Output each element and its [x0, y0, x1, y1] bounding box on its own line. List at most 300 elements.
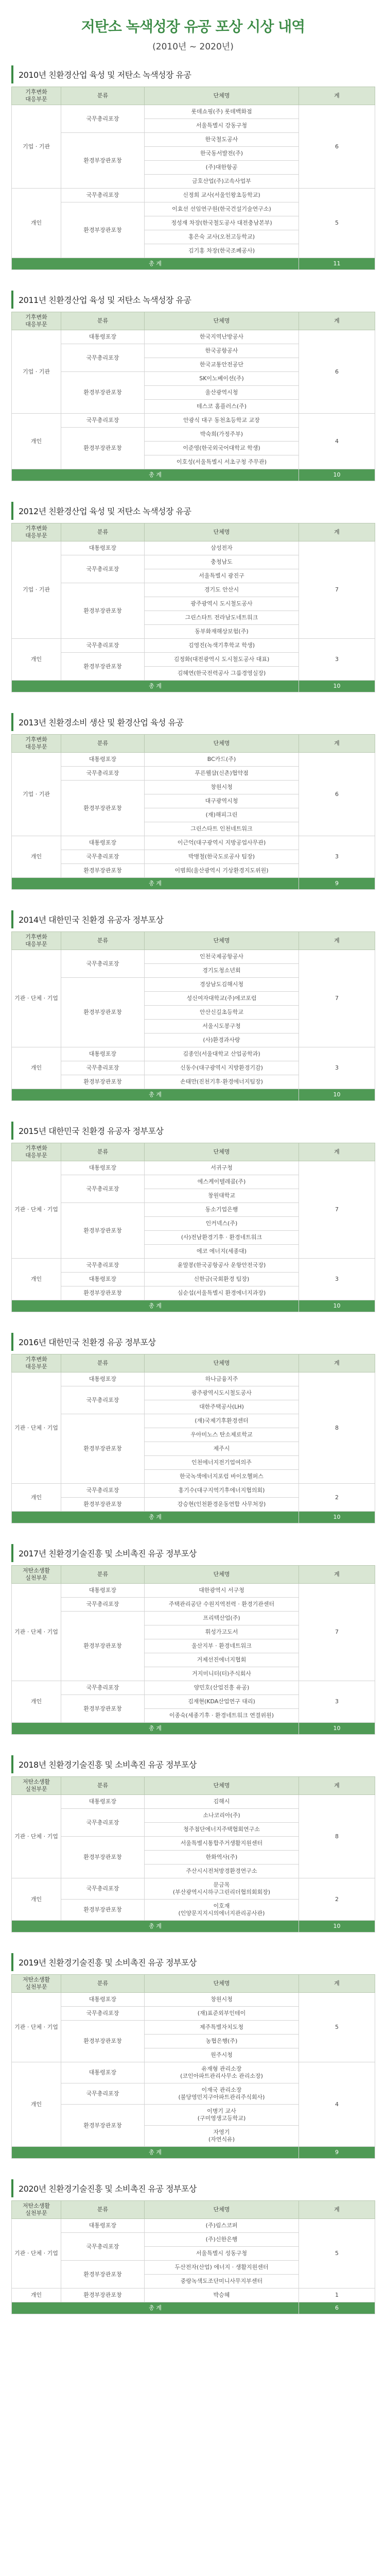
count-column-header: 계 — [299, 1566, 375, 1584]
entity-cell: 이준영(한국외국어대학교 학생) — [145, 442, 299, 455]
total-row — [12, 258, 375, 270]
table-row — [12, 1047, 375, 1061]
award-column-header: 분류 — [61, 1354, 145, 1372]
category-cell: 기관 · 단체 · 기업 — [12, 1584, 61, 1681]
award-cell: 환경부장관포창 — [61, 202, 145, 258]
award-cell: 국무총리포장 — [61, 414, 145, 428]
entity-cell: 안산신길초등학교 — [145, 1006, 299, 1020]
table-row — [12, 189, 375, 202]
entity-cell: 하나금융지주 — [145, 1372, 299, 1386]
entity-cell: 박승혜 — [145, 2289, 299, 2302]
category-column-header: 기후변화 대응부문 — [12, 312, 61, 330]
entity-cell: (주)대한항공 — [145, 161, 299, 175]
award-table — [11, 312, 375, 481]
category-cell: 기업 · 기관 — [12, 541, 61, 639]
section-title: 2014년 대한민국 친환경 유공자 정부포상 — [11, 910, 375, 928]
award-cell: 환경부장관포창 — [61, 1837, 145, 1878]
table-row — [12, 1584, 375, 1598]
award-column-header: 분류 — [61, 1777, 145, 1795]
entity-cell: 한국철도공사 — [145, 133, 299, 147]
award-cell: 환경부장관포창 — [61, 1286, 145, 1300]
award-cell: 국무총리포장 — [61, 344, 145, 372]
table-row — [12, 2289, 375, 2302]
entity-cell: 김해시 — [145, 1795, 299, 1809]
entity-cell: 휘성가고도서 — [145, 1625, 299, 1639]
total-value: 10 — [299, 1089, 375, 1101]
total-label: 총 계 — [12, 1921, 299, 1933]
category-cell: 기업 · 기관 — [12, 330, 61, 414]
award-cell: 대통령포장 — [61, 1273, 145, 1286]
award-cell: 대통령포장 — [61, 753, 145, 767]
entity-cell: 거제선진에너지협회 — [145, 1653, 299, 1667]
total-value: 10 — [299, 681, 375, 692]
table-header-row — [12, 1975, 375, 1993]
award-table — [11, 1565, 375, 1735]
award-column-header: 분류 — [61, 1143, 145, 1161]
entity-cell: (주)림스코퍼 — [145, 2219, 299, 2233]
award-cell: 국무총리포장 — [61, 1175, 145, 1203]
category-column-header: 기후변화 대응부문 — [12, 523, 61, 541]
table-row — [12, 639, 375, 653]
award-cell: 국무총리포장 — [61, 850, 145, 864]
award-cell: 환경부장관포창 — [61, 978, 145, 1047]
group-count-cell: 3 — [299, 639, 375, 681]
table-header-row — [12, 932, 375, 950]
count-column-header: 계 — [299, 735, 375, 753]
category-column-header: 저탄소생활 실천부문 — [12, 1566, 61, 1584]
entity-column-header: 단체명 — [145, 1777, 299, 1795]
entity-cell: 중랑녹색도조단미니사무지부센터 — [145, 2275, 299, 2289]
group-count-cell: 7 — [299, 950, 375, 1047]
total-value: 10 — [299, 469, 375, 481]
award-table — [11, 1776, 375, 1933]
award-cell: 대통령포장 — [61, 541, 145, 555]
award-cell: 환경부장관포창 — [61, 864, 145, 878]
entity-column-header: 단체명 — [145, 2201, 299, 2219]
entity-cell: BC카드(주) — [145, 753, 299, 767]
category-cell: 기관 · 단체 · 기업 — [12, 950, 61, 1047]
group-count-cell: 7 — [299, 1584, 375, 1681]
award-cell: 대통령포장 — [61, 836, 145, 850]
award-section — [11, 1544, 375, 1735]
award-section — [11, 1755, 375, 1933]
table-row — [12, 330, 375, 344]
section-title: 2017년 친환경기술진흥 및 소비촉진 유공 정부포상 — [11, 1544, 375, 1562]
entity-cell: 그린스타트 전라남도네트워크 — [145, 611, 299, 625]
entity-cell: 김기홍 차장(한국조폐공사) — [145, 244, 299, 258]
entity-cell: 에코 에너지(세종대) — [145, 1245, 299, 1259]
award-sections — [0, 65, 386, 2314]
total-row — [12, 2302, 375, 2314]
award-cell: 환경부장관포창 — [61, 1414, 145, 1484]
category-cell: 개인 — [12, 1259, 61, 1300]
total-label: 총 계 — [12, 1089, 299, 1101]
category-cell: 개인 — [12, 836, 61, 878]
entity-column-header: 단체명 — [145, 312, 299, 330]
count-column-header: 계 — [299, 1777, 375, 1795]
award-cell: 대통령포장 — [61, 1161, 145, 1175]
total-label: 총 계 — [12, 1300, 299, 1312]
category-column-header: 저탄소생활 실천부문 — [12, 1975, 61, 1993]
entity-cell: 경기도청소년회 — [145, 964, 299, 978]
entity-cell: 우아미노스 탄소제로학교 — [145, 1428, 299, 1442]
award-column-header: 분류 — [61, 523, 145, 541]
category-column-header: 기후변화 대응부문 — [12, 1354, 61, 1372]
group-count-cell: 5 — [299, 189, 375, 258]
award-cell: 국무총리포장 — [61, 1061, 145, 1075]
entity-cell: 서울특별시 광진구 — [145, 569, 299, 583]
table-header-row — [12, 2201, 375, 2219]
entity-cell: 심순섭(서울특별시 환경에너지과장) — [145, 1286, 299, 1300]
award-cell: 환경부장관포창 — [61, 1203, 145, 1259]
group-count-cell: 3 — [299, 1047, 375, 1089]
award-table — [11, 523, 375, 692]
award-cell: 환경부장관포창 — [61, 2105, 145, 2147]
entity-cell: 강승현(인천환경운동연합 사무처장) — [145, 1498, 299, 1512]
entity-column-header: 단체명 — [145, 932, 299, 950]
section-title: 2019년 친환경기술진흥 및 소비촉진 유공 정부포상 — [11, 1953, 375, 1971]
entity-column-header: 단체명 — [145, 87, 299, 105]
table-row — [12, 1795, 375, 1809]
total-row — [12, 1512, 375, 1523]
entity-cell: 서울특별시통합주거생활지원센터 — [145, 1837, 299, 1851]
entity-cell: 한국동서발전(주) — [145, 147, 299, 161]
category-column-header: 기후변화 대응부문 — [12, 735, 61, 753]
category-cell: 개인 — [12, 1484, 61, 1512]
entity-cell: 청주첨단에너지주택협회연구소 — [145, 1823, 299, 1837]
award-cell: 국무총리포장 — [61, 1259, 145, 1273]
category-cell: 개인 — [12, 1047, 61, 1089]
entity-cell: 이호성(서울특별시 서초구청 주무관) — [145, 455, 299, 469]
entity-cell: 제주특별자치도청 — [145, 2021, 299, 2035]
entity-cell: 서귀구청 — [145, 1161, 299, 1175]
total-value: 9 — [299, 2147, 375, 2159]
total-value: 11 — [299, 258, 375, 270]
total-label: 총 계 — [12, 681, 299, 692]
table-row — [12, 1878, 375, 1900]
category-cell: 개인 — [12, 639, 61, 681]
count-column-header: 계 — [299, 1143, 375, 1161]
entity-cell: 이재국 관리소장 (불당영민지구아파트관리주식회사) — [145, 2083, 299, 2105]
award-cell: 환경부장관포창 — [61, 1695, 145, 1723]
group-count-cell: 6 — [299, 753, 375, 836]
entity-cell: 동부화재해상보험(주) — [145, 625, 299, 639]
table-row — [12, 1484, 375, 1498]
category-cell: 개인 — [12, 189, 61, 258]
award-cell: 대통령포장 — [61, 1795, 145, 1809]
award-cell: 국무총리포장 — [61, 1386, 145, 1414]
award-table — [11, 87, 375, 270]
total-label: 총 계 — [12, 469, 299, 481]
award-cell: 대통령포장 — [61, 1993, 145, 2007]
award-cell: 대통령포장 — [61, 2219, 145, 2233]
award-cell: 환경부장관포창 — [61, 1075, 145, 1089]
count-column-header: 계 — [299, 87, 375, 105]
award-column-header: 분류 — [61, 1566, 145, 1584]
entity-cell: 에스케이텔레콤(주) — [145, 1175, 299, 1189]
table-row — [12, 414, 375, 428]
entity-cell: (재)표준외부인테이 — [145, 2007, 299, 2021]
award-cell: 대통령포장 — [61, 1047, 145, 1061]
entity-cell: 서울특별시 성동구청 — [145, 2247, 299, 2261]
entity-cell: 울산광역시청 — [145, 386, 299, 400]
count-column-header: 계 — [299, 523, 375, 541]
award-cell: 국무총리포장 — [61, 2083, 145, 2105]
entity-cell: 창원시청 — [145, 781, 299, 794]
entity-cell: 이근억(대구광역시 지방공업사무관) — [145, 836, 299, 850]
entity-cell: 자영기 (자연식유) — [145, 2126, 299, 2147]
award-cell: 국무총리포장 — [61, 1484, 145, 1498]
entity-column-header: 단체명 — [145, 735, 299, 753]
category-cell: 개인 — [12, 1681, 61, 1723]
entity-cell: 삼성전자 — [145, 541, 299, 555]
award-cell: 국무총리포장 — [61, 639, 145, 653]
group-count-cell: 4 — [299, 2062, 375, 2147]
entity-cell: 울산지부 · 환경네트워크 — [145, 1639, 299, 1653]
entity-cell: 김정화(대전광역시 도시철도공사 대표) — [145, 653, 299, 667]
entity-cell: 경기도 안산시 — [145, 583, 299, 597]
entity-cell: 한국지역난방공사 — [145, 330, 299, 344]
entity-cell: 동소기업은행 — [145, 1203, 299, 1217]
entity-cell: (재)해피그린 — [145, 808, 299, 822]
page-header — [0, 15, 386, 52]
entity-cell: 정성재 차장(한국철도공사 대전충남본부) — [145, 216, 299, 230]
award-section — [11, 1122, 375, 1312]
count-column-header: 계 — [299, 312, 375, 330]
total-row — [12, 1723, 375, 1735]
table-row — [12, 1372, 375, 1386]
entity-cell: 이병기 교사 (구미영생고등학교) — [145, 2105, 299, 2126]
entity-cell: 한국녹색에너지포럼 바이오헬퍼스 — [145, 1470, 299, 1484]
award-cell: 환경부장관포창 — [61, 1612, 145, 1681]
award-table — [11, 1143, 375, 1312]
entity-cell: 농협은행(주) — [145, 2035, 299, 2048]
total-value: 6 — [299, 2302, 375, 2314]
category-column-header: 기후변화 대응부문 — [12, 932, 61, 950]
entity-cell: 푸른웰샵(신촌)협약점 — [145, 767, 299, 781]
category-cell: 개인 — [12, 2062, 61, 2147]
group-count-cell: 6 — [299, 330, 375, 414]
table-header-row — [12, 87, 375, 105]
award-column-header: 분류 — [61, 1975, 145, 1993]
entity-cell: 원주시청 — [145, 2048, 299, 2062]
section-title: 2010년 친환경산업 육성 및 저탄소 녹색성장 유공 — [11, 65, 375, 83]
table-row — [12, 836, 375, 850]
section-title: 2016년 대한민국 친환경 유공 정부포상 — [11, 1333, 375, 1351]
section-title: 2018년 친환경기술진흥 및 소비촉진 유공 정부포상 — [11, 1755, 375, 1773]
table-row — [12, 1993, 375, 2007]
entity-cell: 신정희 교사(서울인왕초등학교) — [145, 189, 299, 202]
award-section — [11, 2179, 375, 2314]
group-count-cell: 2 — [299, 1878, 375, 1921]
award-cell: 환경부장관포창 — [61, 653, 145, 681]
entity-cell: 충청남도 — [145, 555, 299, 569]
award-cell: 국무총리포장 — [61, 950, 145, 978]
award-cell: 국무총리포장 — [61, 189, 145, 202]
entity-cell: 한화역사(주) — [145, 1851, 299, 1865]
award-column-header: 분류 — [61, 932, 145, 950]
total-label: 총 계 — [12, 2302, 299, 2314]
table-row — [12, 1161, 375, 1175]
award-cell: 환경부장관포창 — [61, 133, 145, 189]
award-cell: 국무총리포장 — [61, 1681, 145, 1695]
award-section — [11, 910, 375, 1101]
award-section — [11, 1333, 375, 1523]
category-cell: 기관 · 단체 · 기업 — [12, 1795, 61, 1878]
entity-cell: 대한주택공사(LH) — [145, 1400, 299, 1414]
award-section — [11, 65, 375, 270]
table-row — [12, 541, 375, 555]
award-table — [11, 931, 375, 1101]
group-count-cell: 8 — [299, 1372, 375, 1484]
entity-cell: 인천국제공항공사 — [145, 950, 299, 964]
award-cell: 환경부장관포창 — [61, 372, 145, 414]
category-cell: 개인 — [12, 1878, 61, 1921]
entity-cell: 신동수(대구광역시 지방환경기감) — [145, 1061, 299, 1075]
group-count-cell: 8 — [299, 1795, 375, 1878]
entity-cell: 프리텍산업(주) — [145, 1612, 299, 1625]
group-count-cell: 7 — [299, 541, 375, 639]
total-value: 10 — [299, 1512, 375, 1523]
total-row — [12, 681, 375, 692]
award-cell: 환경부장관포창 — [61, 1498, 145, 1512]
award-cell: 국무총리포장 — [61, 1809, 145, 1837]
table-row — [12, 2219, 375, 2233]
table-header-row — [12, 1777, 375, 1795]
category-cell: 기관 · 단체 · 기업 — [12, 1372, 61, 1484]
award-cell: 환경부장관포창 — [61, 781, 145, 836]
award-cell: 국무총리포장 — [61, 105, 145, 133]
entity-cell: 서울시도봉구청 — [145, 1020, 299, 1033]
entity-cell: 김재현(KDA산업연구 대리) — [145, 1695, 299, 1709]
entity-cell: 그린스타트 인천네트워크 — [145, 822, 299, 836]
category-cell: 기관 · 단체 · 기업 — [12, 1993, 61, 2062]
group-count-cell: 3 — [299, 1259, 375, 1300]
total-label: 총 계 — [12, 258, 299, 270]
table-row — [12, 950, 375, 964]
entity-cell: 대구광역시청 — [145, 794, 299, 808]
group-count-cell: 1 — [299, 2289, 375, 2302]
category-cell: 개인 — [12, 414, 61, 469]
award-cell: 환경부장관포창 — [61, 2261, 145, 2289]
award-section — [11, 713, 375, 890]
group-count-cell: 7 — [299, 1161, 375, 1259]
award-cell: 국무총리포장 — [61, 555, 145, 583]
entity-cell: 테스코 홈플러스(주) — [145, 400, 299, 414]
entity-column-header: 단체명 — [145, 1975, 299, 1993]
table-row — [12, 1681, 375, 1695]
entity-cell: 성신여자대학교(주)에코포럼 — [145, 992, 299, 1006]
award-cell: 환경부장관포창 — [61, 2289, 145, 2302]
award-section — [11, 502, 375, 692]
award-table — [11, 2200, 375, 2314]
entity-column-header: 단체명 — [145, 1354, 299, 1372]
category-column-header: 기후변화 대응부문 — [12, 1143, 61, 1161]
award-cell: 환경부장관포창 — [61, 428, 145, 469]
entity-cell: 신한금(국회환경 팀장) — [145, 1273, 299, 1286]
award-section — [11, 291, 375, 481]
table-row — [12, 2062, 375, 2083]
award-cell: 국무총리포장 — [61, 1598, 145, 1612]
entity-cell: 경상남도김해시청 — [145, 978, 299, 992]
entity-cell: 이호재 (인양문지지시의에너지관리공사관) — [145, 1900, 299, 1921]
award-cell: 환경부장관포창 — [61, 1900, 145, 1921]
total-value: 10 — [299, 1723, 375, 1735]
total-row — [12, 2147, 375, 2159]
award-cell: 대통령포장 — [61, 1584, 145, 1598]
award-cell: 국무총리포장 — [61, 1878, 145, 1900]
total-value: 9 — [299, 878, 375, 890]
entity-cell: 김영진(녹색기후학교 학생) — [145, 639, 299, 653]
total-row — [12, 878, 375, 890]
entity-cell: 양민호(산업진흥 유공) — [145, 1681, 299, 1695]
category-column-header: 저탄소생활 실천부문 — [12, 2201, 61, 2219]
entity-cell: 주산시시전처방경환경연구소 — [145, 1865, 299, 1878]
entity-column-header: 단체명 — [145, 1566, 299, 1584]
entity-cell: 홍은숙 교사(오천고등학교) — [145, 230, 299, 244]
entity-cell: 한국교통안전공단 — [145, 358, 299, 372]
entity-cell: 인천에너지전기업여의주 — [145, 1456, 299, 1470]
total-value: 10 — [299, 1300, 375, 1312]
entity-cell: (주)신한은행 — [145, 2233, 299, 2247]
page-period: (2010년 ~ 2020년) — [152, 42, 234, 52]
entity-cell: 이범희(울산광역시 기상환경지도위원) — [145, 864, 299, 878]
table-header-row — [12, 1566, 375, 1584]
entity-cell: 창원시청 — [145, 1993, 299, 2007]
total-row — [12, 1089, 375, 1101]
category-cell: 기업 · 기관 — [12, 753, 61, 836]
total-label: 총 계 — [12, 1723, 299, 1735]
entity-cell: 한국공항공사 — [145, 344, 299, 358]
entity-cell: 인커넥스(주) — [145, 1217, 299, 1231]
group-count-cell: 6 — [299, 105, 375, 189]
category-cell: 기관 · 단체 · 기업 — [12, 2219, 61, 2289]
table-row — [12, 105, 375, 119]
section-title: 2012년 친환경산업 육성 및 저탄소 녹색성장 유공 — [11, 502, 375, 520]
entity-cell: 박병철(한국도로공사 팀장) — [145, 850, 299, 864]
total-value: 10 — [299, 1921, 375, 1933]
entity-cell: 대한광역시 서구청 — [145, 1584, 299, 1598]
entity-cell: 홍기수(대구지역기후에너지협의회) — [145, 1484, 299, 1498]
entity-column-header: 단체명 — [145, 523, 299, 541]
entity-cell: 이효선 선임연구원(한국건설기술연구소) — [145, 202, 299, 216]
page-title: 저탄소 녹색성장 유공 포상 시상 내역 — [81, 18, 305, 35]
entity-cell: (사)전남환경기후 · 환경네트워크 — [145, 1231, 299, 1245]
category-cell: 기관 · 단체 · 기업 — [12, 1161, 61, 1259]
table-header-row — [12, 735, 375, 753]
total-label: 총 계 — [12, 2147, 299, 2159]
entity-cell: 소나코리아(주) — [145, 1809, 299, 1823]
category-cell: 기업 · 기관 — [12, 105, 61, 189]
award-cell: 대통령포장 — [61, 1372, 145, 1386]
award-column-header: 분류 — [61, 2201, 145, 2219]
entity-cell: (재)국제기후환경센터 — [145, 1414, 299, 1428]
section-title: 2015년 대한민국 친환경 유공자 정부포상 — [11, 1122, 375, 1140]
table-header-row — [12, 1354, 375, 1372]
total-row — [12, 469, 375, 481]
category-column-header: 기후변화 대응부문 — [12, 87, 61, 105]
entity-column-header: 단체명 — [145, 1143, 299, 1161]
entity-cell: 서울특별시 강동구청 — [145, 119, 299, 133]
entity-cell: 두산전자(산업) 에너지 · 생활지원센터 — [145, 2261, 299, 2275]
award-table — [11, 1354, 375, 1523]
table-row — [12, 753, 375, 767]
table-header-row — [12, 523, 375, 541]
entity-cell: 이종숙(세종기후 · 환경네트워크 연결위원) — [145, 1709, 299, 1723]
award-cell: 국무총리포장 — [61, 2233, 145, 2261]
count-column-header: 계 — [299, 2201, 375, 2219]
award-table — [11, 1974, 375, 2159]
